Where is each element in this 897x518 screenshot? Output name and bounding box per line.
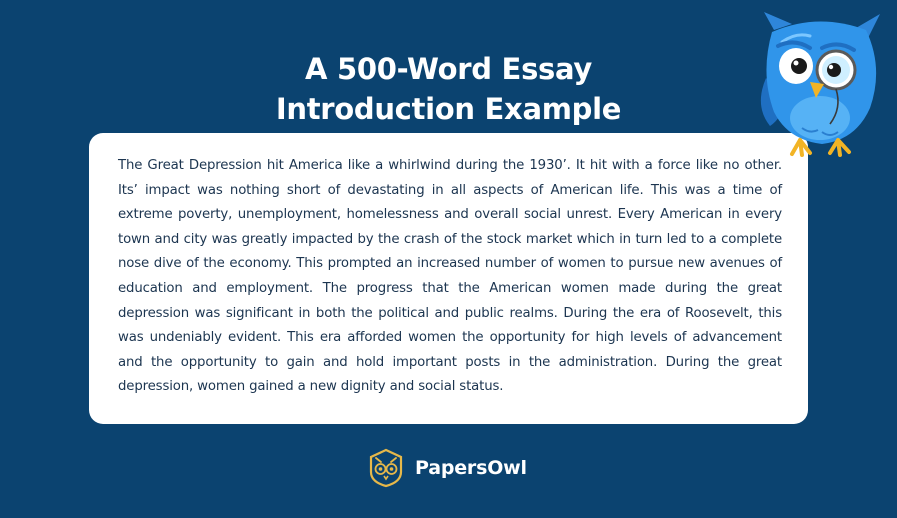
essay-card — [89, 133, 808, 424]
owl-logo-icon — [368, 448, 404, 488]
owl-mascot-icon — [752, 8, 887, 158]
title-line-1: A 500-Word Essay — [305, 52, 592, 87]
essay-text: The Great Depression hit America like a whirlwind during the 1930’. It hit with a force like no other. Its’ impact was nothing short of devastating in all aspects of American life. This was a time of extreme poverty, unemployment, homelessness and overall social unrest. Every American in every town and city was greatly impacted by the crash of the stock market which in turn led to a complete nose dive of the economy. This prompted an increased number of women to pursue new avenues of education and employment. The progress that the American women made during the great depression was significant in both the political and public realms. During the era of Roosevelt, this was undeniably evident. This era afforded women the opportunity for high levels of advancement and the opportunity to gain and hold important posts in the administration. During the great depression, women gained a new dignity and social status. — [118, 158, 782, 395]
brand-name[interactable]: PapersOwl — [415, 457, 527, 479]
brand-footer — [368, 448, 527, 488]
title-line-2: Introduction Example — [275, 92, 622, 127]
